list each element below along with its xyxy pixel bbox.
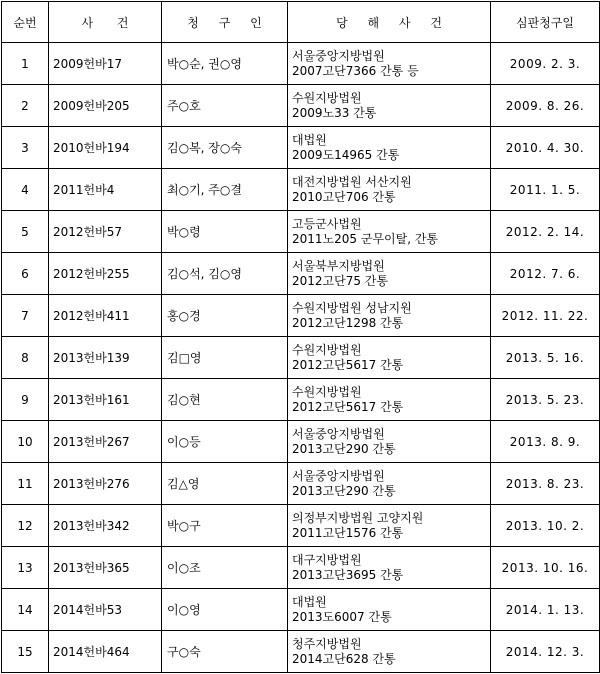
related-case-number: 2009도14965 간통 [292,147,400,162]
claimant: 박○순, 권○영 [162,43,288,85]
related-case-cell [288,337,491,379]
row-number: 7 [2,295,49,337]
related-case-cell [288,295,491,337]
court-name: 대법원 [292,594,327,609]
court-name: 서울북부지방법원 [292,258,385,273]
related-case-number: 2012고단1298 간통 [292,315,404,330]
claimant: 이○영 [162,589,288,631]
row-number: 2 [2,85,49,127]
table-body [2,43,600,673]
related-case-number: 2013고단290 간통 [292,483,396,498]
filing-date: 2012. 2. 14. [491,211,600,253]
related-case-number: 2013고단290 간통 [292,441,396,456]
case-number: 2013헌바276 [49,463,162,505]
header-row [2,2,600,43]
filing-date: 2014. 1. 13. [491,589,600,631]
court-name: 수원지방법원 [292,342,362,357]
table-row [2,421,600,463]
claimant: 이○등 [162,421,288,463]
table-row [2,505,600,547]
related-case-cell [288,421,491,463]
case-number: 2012헌바411 [49,295,162,337]
court-name: 청주지방법원 [292,636,362,651]
claimant: 박○령 [162,211,288,253]
related-case-cell [288,253,491,295]
claimant: 김○복, 장○숙 [162,127,288,169]
filing-date: 2009. 2. 3. [491,43,600,85]
court-name: 의정부지방법원 고양지원 [292,510,424,525]
related-case-cell [288,589,491,631]
court-name: 대구지방법원 [292,552,362,567]
header-related-case: 당 해 사 건 [288,2,491,43]
row-number: 12 [2,505,49,547]
row-number: 10 [2,421,49,463]
court-name: 고등군사법원 [292,216,362,231]
related-case-cell [288,463,491,505]
table-row [2,127,600,169]
case-number: 2014헌바464 [49,631,162,673]
row-number: 4 [2,169,49,211]
case-number: 2011헌바4 [49,169,162,211]
related-case-number: 2009노33 간통 [292,105,377,120]
row-number: 6 [2,253,49,295]
case-number: 2013헌바139 [49,337,162,379]
row-number: 5 [2,211,49,253]
row-number: 11 [2,463,49,505]
row-number: 14 [2,589,49,631]
claimant: 주○호 [162,85,288,127]
filing-date: 2014. 12. 3. [491,631,600,673]
table-row [2,295,600,337]
table-row [2,631,600,673]
claimant: 홍○경 [162,295,288,337]
related-case-number: 2011노205 군무이탈, 간통 [292,231,439,246]
filing-date: 2012. 11. 22. [491,295,600,337]
filing-date: 2009. 8. 26. [491,85,600,127]
court-name: 서울중앙지방법원 [292,426,385,441]
claimant: 김△영 [162,463,288,505]
related-case-number: 2012고단5617 간통 [292,357,404,372]
court-name: 대전지방법원 서산지원 [292,174,412,189]
row-number: 15 [2,631,49,673]
case-number: 2013헌바342 [49,505,162,547]
filing-date: 2013. 10. 2. [491,505,600,547]
related-case-cell [288,505,491,547]
case-table [1,1,600,673]
header-filing-date: 심판청구일 [491,2,600,43]
table-row [2,379,600,421]
header-claimant: 청 구 인 [162,2,288,43]
related-case-cell [288,169,491,211]
related-case-number: 2011고단1576 간통 [292,525,404,540]
case-number: 2012헌바57 [49,211,162,253]
related-case-number: 2013도6007 간통 [292,609,392,624]
court-name: 수원지방법원 [292,384,362,399]
related-case-cell [288,547,491,589]
related-case-cell [288,85,491,127]
row-number: 1 [2,43,49,85]
filing-date: 2013. 5. 23. [491,379,600,421]
table-row [2,253,600,295]
claimant: 박○구 [162,505,288,547]
court-name: 서울중앙지방법원 [292,468,385,483]
related-case-number: 2010고단706 간통 [292,189,396,204]
filing-date: 2013. 10. 16. [491,547,600,589]
row-number: 9 [2,379,49,421]
related-case-number: 2012고단75 간통 [292,273,388,288]
related-case-cell [288,211,491,253]
case-number: 2010헌바194 [49,127,162,169]
claimant: 김□영 [162,337,288,379]
row-number: 13 [2,547,49,589]
case-number: 2009헌바17 [49,43,162,85]
related-case-cell [288,379,491,421]
claimant: 김○현 [162,379,288,421]
related-case-cell [288,43,491,85]
court-name: 수원지방법원 성남지원 [292,300,412,315]
filing-date: 2012. 7. 6. [491,253,600,295]
case-number: 2009헌바205 [49,85,162,127]
related-case-cell [288,127,491,169]
table-row [2,547,600,589]
court-name: 서울중앙지방법원 [292,48,385,63]
related-case-cell [288,631,491,673]
related-case-number: 2013고단3695 간통 [292,567,404,582]
claimant: 구○숙 [162,631,288,673]
table-row [2,43,600,85]
case-number: 2013헌바365 [49,547,162,589]
header-case: 사 건 [49,2,162,43]
court-name: 대법원 [292,132,327,147]
case-number: 2012헌바255 [49,253,162,295]
related-case-number: 2007고단7366 간통 등 [292,63,419,78]
table-row [2,463,600,505]
table-row [2,589,600,631]
filing-date: 2011. 1. 5. [491,169,600,211]
filing-date: 2013. 8. 23. [491,463,600,505]
filing-date: 2010. 4. 30. [491,127,600,169]
filing-date: 2013. 8. 9. [491,421,600,463]
related-case-number: 2012고단5617 간통 [292,399,404,414]
row-number: 8 [2,337,49,379]
header-no: 순번 [2,2,49,43]
table-row [2,337,600,379]
related-case-number: 2014고단628 간통 [292,651,396,666]
case-number: 2013헌바267 [49,421,162,463]
row-number: 3 [2,127,49,169]
table-row [2,85,600,127]
table-row [2,169,600,211]
claimant: 최○기, 주○결 [162,169,288,211]
table-row [2,211,600,253]
court-name: 수원지방법원 [292,90,362,105]
case-number: 2013헌바161 [49,379,162,421]
claimant: 김○석, 김○영 [162,253,288,295]
filing-date: 2013. 5. 16. [491,337,600,379]
claimant: 이○조 [162,547,288,589]
case-number: 2014헌바53 [49,589,162,631]
